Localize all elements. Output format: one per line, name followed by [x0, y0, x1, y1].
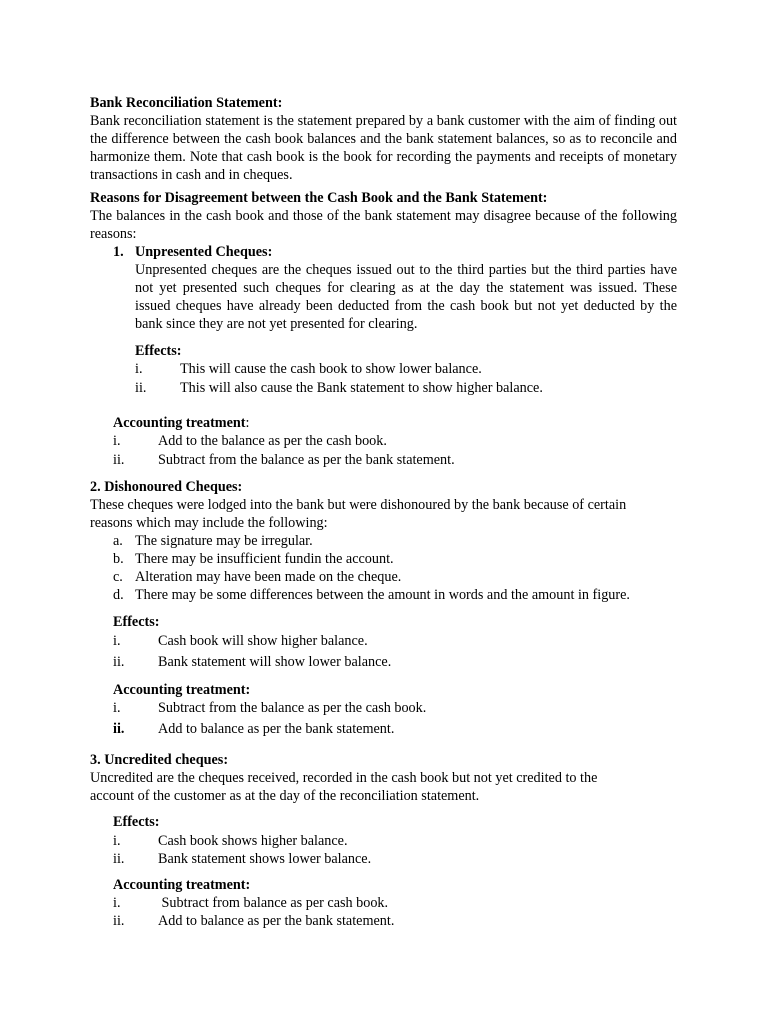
section-title-bank-reconciliation: Bank Reconciliation Statement:	[90, 95, 283, 111]
list-text: Subtract from balance as per cash book.	[158, 895, 389, 911]
item2-effect-row	[90, 653, 677, 671]
list-text: Cash book will show higher balance.	[158, 633, 368, 649]
list-marker: ii.	[113, 913, 125, 929]
list-marker: i.	[113, 433, 121, 449]
item2-body: These cheques were lodged into the bank but were dishonoured by the bank because of certain reasons which may include the following:	[90, 497, 627, 531]
list-text: Cash book shows higher balance.	[158, 833, 348, 849]
list-text: Alteration may have been made on the cheque.	[135, 569, 402, 585]
list-marker: i.	[113, 895, 121, 911]
list-marker: c.	[113, 569, 123, 585]
item3-title: 3. Uncredited cheques:	[90, 752, 229, 768]
list-marker: i.	[135, 361, 143, 377]
item2-effect-row	[90, 632, 677, 650]
item2-effects-title: Effects:	[113, 614, 160, 630]
list-marker: a.	[113, 533, 123, 549]
list-text: Add to balance as per the bank statement.	[158, 913, 395, 929]
list-marker: b.	[113, 551, 124, 567]
item1-number: 1.	[113, 244, 124, 260]
list-marker: i.	[113, 633, 121, 649]
list-text: Add to balance as per the bank statement.	[158, 721, 395, 737]
item3-effect-row	[90, 850, 677, 868]
section-body-reasons: The balances in the cash book and those of the bank statement may disagree because of the following reasons:	[90, 208, 677, 242]
list-text: Subtract from the balance as per the cash book.	[158, 700, 427, 716]
item3-effects-title: Effects:	[113, 814, 160, 830]
list-text: There may be insufficient fundin the account.	[135, 551, 394, 567]
list-text: This will also cause the Bank statement to show higher balance.	[180, 380, 543, 396]
item2-reason-row	[90, 586, 677, 604]
item3-treatment-title: Accounting treatment:	[113, 877, 251, 893]
document-page	[90, 94, 677, 930]
section-body-bank-reconciliation: Bank reconciliation statement is the statement prepared by a bank customer with the aim of finding out the difference between the cash book balances and the bank statement balances, so as to reconcile and harmonize them. Note that cash book is the book for recording the payments and receipts of monetary transactions in cash and in cheques.	[90, 113, 677, 183]
list-text: Bank statement shows lower balance.	[158, 851, 372, 867]
item1-treatment-row	[90, 451, 677, 469]
item3-effect-row	[90, 832, 677, 850]
item1-treatment-row	[90, 432, 677, 450]
item2-reason-row	[90, 568, 677, 586]
item1-treatment-label: Accounting treatment	[113, 415, 246, 431]
item3-treatment-row	[90, 894, 677, 912]
list-text: Subtract from the balance as per the bank statement.	[158, 452, 455, 468]
list-text: There may be some differences between the amount in words and the amount in figure.	[135, 587, 630, 603]
item1-body: Unpresented cheques are the cheques issued out to the third parties but the third parties have not yet presented such cheques for clearing as at the day the statement was issued. These issued cheques have already been deducted from the cash book but not yet deducted by the bank since they are not yet presented for clearing.	[135, 262, 677, 332]
item2-treatment-row	[90, 699, 677, 717]
list-text: Bank statement will show lower balance.	[158, 654, 392, 670]
item1-heading	[90, 243, 677, 261]
list-marker: ii.	[113, 452, 125, 468]
item1-effects-title: Effects:	[135, 343, 182, 359]
list-marker: i.	[113, 700, 121, 716]
item1-treatment-colon: :	[245, 415, 250, 431]
list-marker: i.	[113, 833, 121, 849]
list-marker: ii.	[135, 380, 147, 396]
list-marker: ii.	[113, 851, 125, 867]
item2-reason-row	[90, 532, 677, 550]
list-text: Add to the balance as per the cash book.	[158, 433, 387, 449]
item1-title: Unpresented Cheques:	[135, 244, 273, 260]
list-marker: ii.	[113, 654, 125, 670]
section-title-reasons: Reasons for Disagreement between the Cash Book and the Bank Statement:	[90, 190, 548, 206]
item2-reason-row	[90, 550, 677, 568]
item2-title: 2. Dishonoured Cheques:	[90, 479, 243, 495]
list-text: The signature may be irregular.	[135, 533, 313, 549]
item1-effect-row	[90, 360, 677, 378]
item1-effect-row	[90, 379, 677, 397]
list-text: This will cause the cash book to show lower balance.	[180, 361, 482, 377]
item1-treatment-title	[113, 414, 677, 432]
list-marker: d.	[113, 587, 124, 603]
item3-treatment-row	[90, 912, 677, 930]
list-marker: ii.	[113, 721, 125, 737]
item3-body: Uncredited are the cheques received, recorded in the cash book but not yet credited to the account of the customer as at the day of the reconciliation statement.	[90, 770, 598, 804]
item2-treatment-row	[90, 720, 677, 738]
item2-treatment-title: Accounting treatment:	[113, 682, 251, 698]
